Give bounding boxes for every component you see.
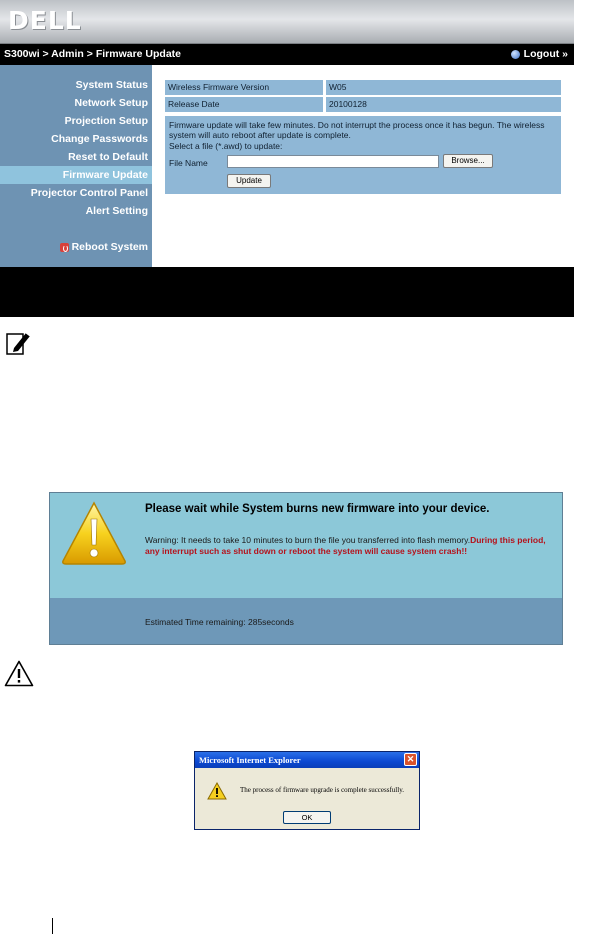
reboot-system-button[interactable]: [60, 241, 148, 253]
burn-warning: [145, 535, 555, 557]
sidebar-item-projector-control-panel[interactable]: Projector Control Panel: [30, 187, 148, 199]
time-remaining: Estimated Time remaining: 285seconds: [145, 617, 294, 627]
sidebar: [0, 65, 152, 267]
remaining-band: [50, 598, 563, 645]
reboot-label: Reboot System: [71, 241, 148, 253]
release-date-label: Release Date: [165, 97, 323, 112]
note-pencil-icon: [6, 330, 32, 356]
ie-dialog: [194, 751, 420, 830]
main-content: [152, 65, 574, 267]
burn-warning-red: During this period, any interrupt such as shut down or reboot the system will cause system crash!!: [145, 535, 546, 556]
browse-button[interactable]: Browse...: [443, 154, 493, 168]
logout-link[interactable]: [511, 48, 568, 60]
sidebar-item-alert-setting[interactable]: Alert Setting: [85, 205, 148, 217]
select-file-text: Select a file (*.awd) to update:: [169, 141, 283, 151]
version-label: Wireless Firmware Version: [165, 80, 323, 95]
firmware-update-screenshot: [0, 0, 574, 317]
file-name-label: File Name: [169, 158, 208, 168]
sidebar-item-reset-default[interactable]: Reset to Default: [68, 151, 148, 163]
warning-icon: [60, 499, 128, 567]
sidebar-item-projection-setup[interactable]: Projection Setup: [64, 115, 148, 127]
dell-logo: DELL: [8, 6, 82, 35]
close-icon[interactable]: ✕: [404, 753, 417, 766]
page-gutter-line: [52, 918, 53, 934]
sidebar-item-system-status[interactable]: System Status: [75, 79, 148, 91]
reboot-icon: [60, 243, 69, 252]
sidebar-item-firmware-update[interactable]: Firmware Update: [0, 166, 152, 184]
globe-icon: [511, 50, 520, 59]
update-panel: [165, 116, 561, 194]
caution-icon: [4, 660, 34, 687]
dialog-title: Microsoft Internet Explorer: [199, 755, 301, 765]
burn-warning-text: Warning: It needs to take 10 minutes to burn the file you transferred into flash memory.: [145, 535, 471, 545]
file-name-input[interactable]: [227, 155, 439, 168]
warning-icon: [207, 782, 227, 800]
version-value: W05: [326, 80, 561, 95]
burn-firmware-screenshot: [49, 492, 563, 645]
footer-band: [0, 267, 574, 317]
breadcrumb: S300wi > Admin > Firmware Update: [4, 48, 182, 60]
path-bar: [0, 44, 574, 65]
header-bar: [0, 0, 574, 44]
ok-button[interactable]: OK: [283, 811, 331, 824]
update-message: Firmware update will take few minutes. Do not interrupt the process once it has begun. The wireless system will auto reboot after update is complete.: [169, 120, 545, 140]
burn-title: Please wait while System burns new firmware into your device.: [145, 503, 490, 515]
sidebar-item-change-passwords[interactable]: Change Passwords: [51, 133, 148, 145]
update-button[interactable]: Update: [227, 174, 271, 188]
sidebar-item-network-setup[interactable]: Network Setup: [74, 97, 148, 109]
release-date-value: 20100128: [326, 97, 561, 112]
dialog-title-bar: [195, 752, 419, 768]
dialog-message: The process of firmware upgrade is complete successfully.: [240, 786, 404, 794]
logout-label: Logout »: [523, 48, 568, 60]
